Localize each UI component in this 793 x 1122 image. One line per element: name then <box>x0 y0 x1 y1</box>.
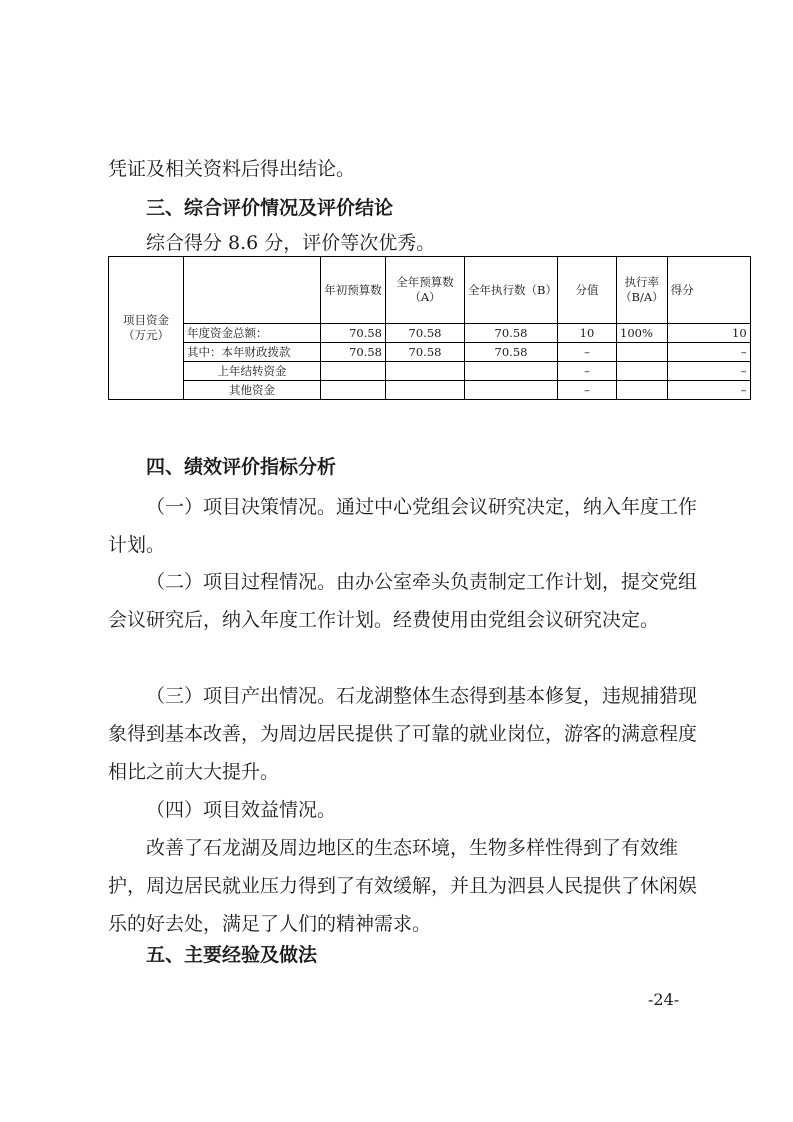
cell-rate <box>617 362 668 381</box>
score-statement: 综合得分 8.6 分，评价等次优秀。 <box>146 232 436 254</box>
cell-exec: 70.58 <box>465 343 558 362</box>
cell-points: – <box>558 343 617 362</box>
header-exec-rate: 执行率（B/A） <box>617 257 668 324</box>
row-label: 上年结转资金 <box>184 362 321 381</box>
cell-rate <box>617 381 668 400</box>
cell-score: 10 <box>667 324 750 343</box>
paragraph-benefit-title: （四）项目效益情况。 <box>146 799 337 821</box>
row-label: 其他资金 <box>184 381 321 400</box>
cell-exec: 70.58 <box>465 324 558 343</box>
cell-points: – <box>558 362 617 381</box>
paragraph-benefit: 改善了石龙湖及周边地区的生态环境，生物多样性得到了有效维护，周边居民就业压力得到了有效缓解，并且为泗县人民提供了休闲娱乐的好去处，满足了人们的精神需求。 <box>108 837 698 935</box>
cell-rate: 100% <box>617 324 668 343</box>
cell-full <box>386 362 465 381</box>
header-points: 分值 <box>558 257 617 324</box>
cell-points: 10 <box>558 324 617 343</box>
cell-score: – <box>667 362 750 381</box>
header-score: 得分 <box>667 257 750 324</box>
section-heading-4: 四、绩效评价指标分析 <box>146 456 337 478</box>
table-row <box>109 324 751 343</box>
header-initial-budget: 年初预算数 <box>321 257 386 324</box>
row-label: 其中：本年财政拨款 <box>184 343 321 362</box>
cell-exec <box>465 362 558 381</box>
table-row <box>109 362 751 381</box>
cell-full: 70.58 <box>386 343 465 362</box>
cell-initial <box>321 381 386 400</box>
cell-initial <box>321 362 386 381</box>
table-row <box>109 381 751 400</box>
header-full-budget: 全年预算数（A） <box>386 257 465 324</box>
cell-score: – <box>667 381 750 400</box>
paragraph-process: （二）项目过程情况。由办公室牵头负责制定工作计划，提交党组会议研究后，纳入年度工作计划。经费使用由党组会议研究决定。 <box>108 571 698 631</box>
fund-table <box>108 256 751 400</box>
row-header-cell: 项目资金（万元） <box>109 257 184 400</box>
cell-full <box>386 381 465 400</box>
cell-points: – <box>558 381 617 400</box>
table-header-row <box>109 257 751 324</box>
paragraph-output: （三）项目产出情况。石龙湖整体生态得到基本修复，违规捕猎现象得到基本改善，为周边居民提供了可靠的就业岗位，游客的满意程度相比之前大大提升。 <box>108 685 698 783</box>
section-heading-5: 五、主要经验及做法 <box>146 944 318 966</box>
row-label: 年度资金总额： <box>184 324 321 343</box>
cell-score: – <box>667 343 750 362</box>
label-header-cell <box>184 257 321 324</box>
cell-exec <box>465 381 558 400</box>
continuation-text: 凭证及相关资料后得出结论。 <box>108 158 356 180</box>
cell-full: 70.58 <box>386 324 465 343</box>
page-number: -24- <box>648 990 680 1009</box>
section-heading-3: 三、综合评价情况及评价结论 <box>146 197 394 219</box>
cell-rate <box>617 343 668 362</box>
table-row <box>109 343 751 362</box>
header-executed: 全年执行数（B） <box>465 257 558 324</box>
cell-initial: 70.58 <box>321 324 386 343</box>
cell-initial: 70.58 <box>321 343 386 362</box>
paragraph-decision: （一）项目决策情况。通过中心党组会议研究决定，纳入年度工作计划。 <box>108 496 698 556</box>
